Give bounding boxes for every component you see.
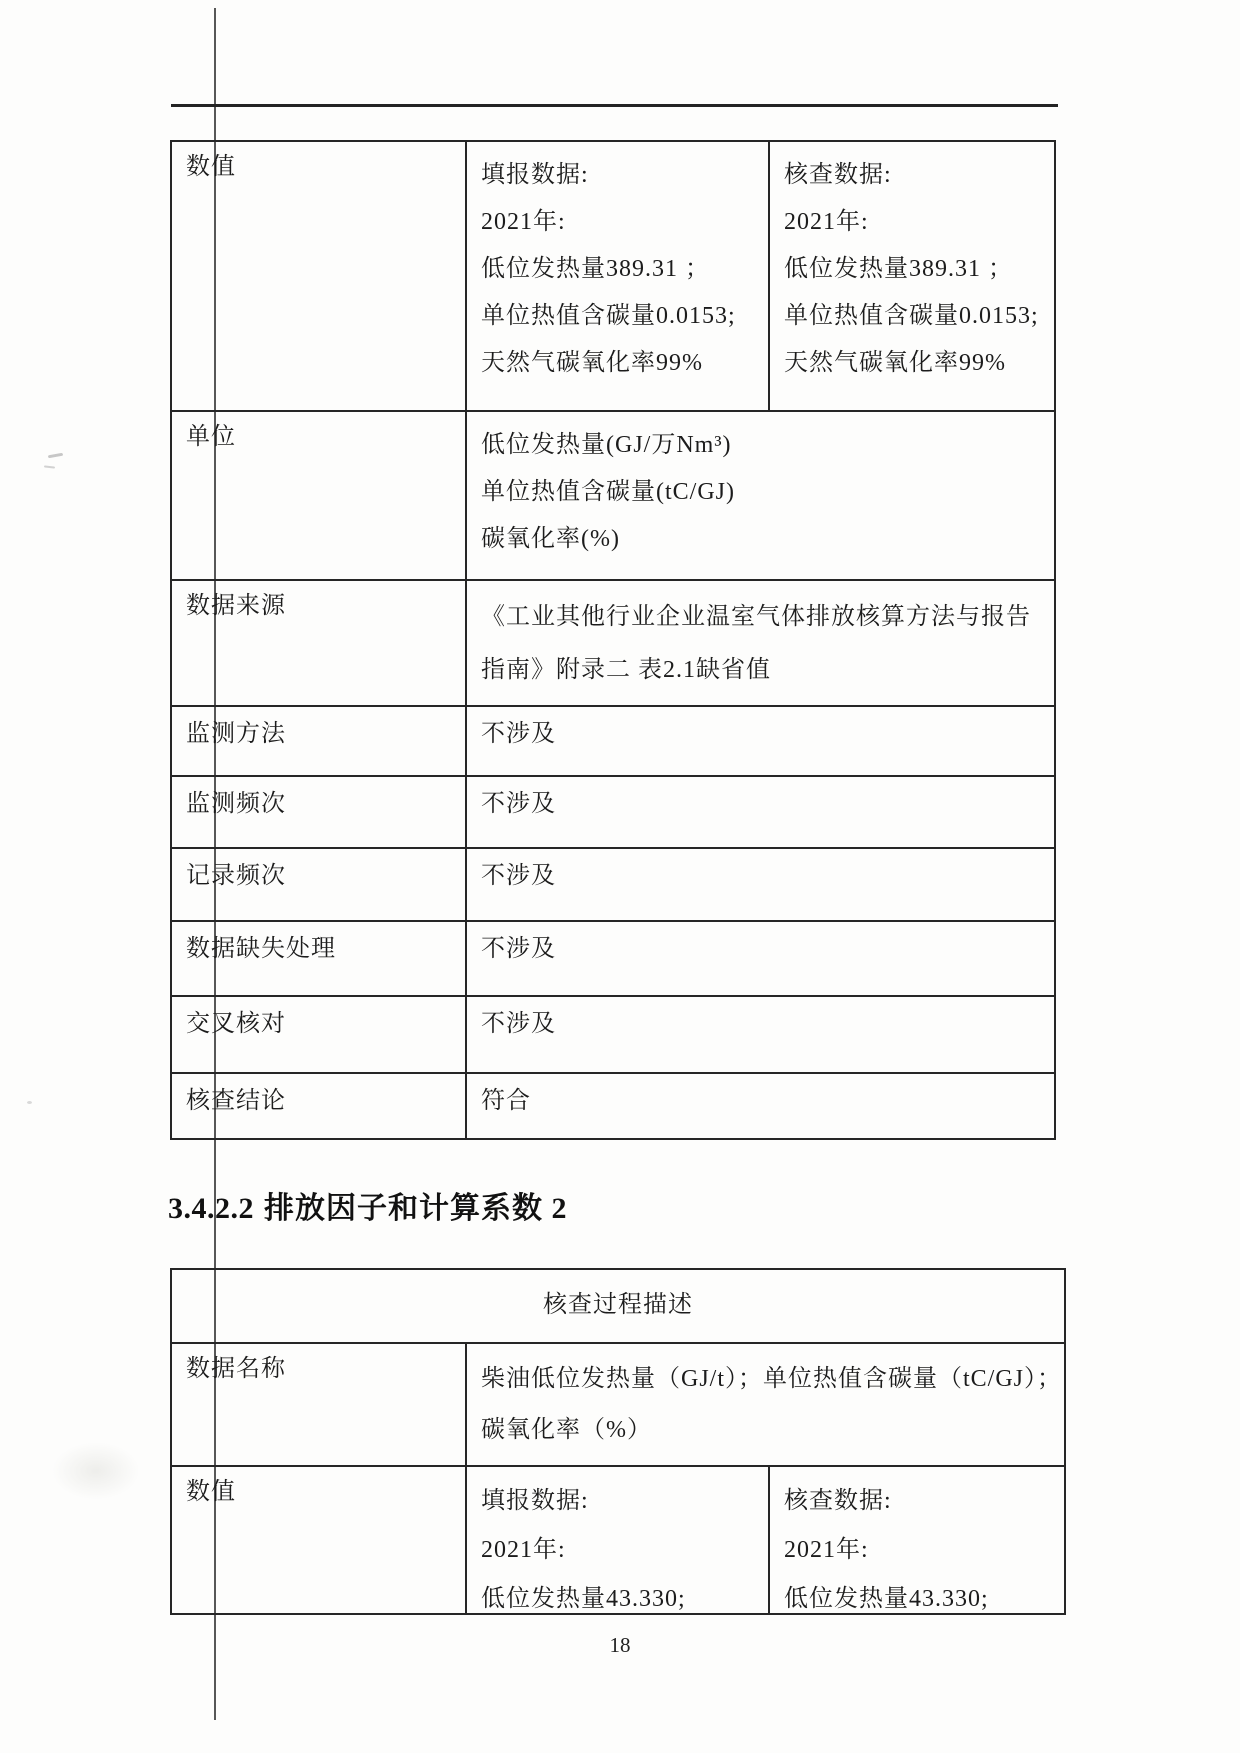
cell-line: 2021年:	[481, 209, 566, 235]
cell-line: 低位发热量389.31 ；	[784, 256, 1013, 282]
row-value-cell	[467, 581, 1054, 705]
cell-line: 不涉及	[481, 721, 556, 747]
cell-line: 单位热值含碳量0.0153;	[784, 303, 1039, 329]
row-value-cell	[467, 777, 1054, 847]
row-label: 数值	[186, 154, 236, 180]
row-label: 监测方法	[186, 721, 286, 747]
cell-line: 不涉及	[481, 936, 556, 962]
cell-line: 单位热值含碳量0.0153;	[481, 303, 736, 329]
row-label-cell	[172, 922, 467, 995]
cell-line: 填报数据:	[481, 1488, 589, 1514]
table-header-row	[172, 1270, 1064, 1342]
cell-line: 核查数据:	[784, 1488, 892, 1514]
cell-line: 天然气碳氧化率99%	[481, 350, 703, 376]
section-heading	[168, 1183, 568, 1227]
row-label-cell	[172, 707, 467, 775]
table-row-record-frequency	[172, 847, 1054, 920]
cell-line: 低位发热量43.330;	[784, 1586, 989, 1612]
cell-line: 单位热值含碳量(tC/GJ)	[481, 479, 735, 505]
verified-data-cell	[770, 142, 1054, 410]
row-label-cell	[172, 997, 467, 1072]
row-label: 监测频次	[186, 791, 286, 817]
cell-line: 不涉及	[481, 791, 556, 817]
scan-noise-mark	[27, 1101, 32, 1104]
row-label-cell	[172, 412, 467, 579]
table-row-value	[172, 1465, 1064, 1613]
row-label: 数据名称	[186, 1356, 286, 1382]
table-row-data-name	[172, 1342, 1064, 1465]
row-label: 记录频次	[186, 863, 286, 889]
table-row-monitoring-frequency	[172, 775, 1054, 847]
row-label: 单位	[186, 424, 236, 450]
page-number: 18	[609, 1633, 631, 1657]
row-value-cell	[467, 707, 1054, 775]
cell-line: 2021年:	[481, 1537, 566, 1563]
row-value-cell	[467, 412, 1054, 579]
table-row-value	[172, 142, 1054, 410]
reported-data-cell	[467, 1467, 770, 1613]
scan-noise-mark	[44, 465, 55, 468]
table-row-missing-data-handling	[172, 920, 1054, 995]
row-label: 数据来源	[186, 593, 286, 619]
cell-line: 低位发热量(GJ/万Nm³)	[481, 432, 732, 458]
reported-data-cell	[467, 142, 770, 410]
cell-line: 天然气碳氧化率99%	[784, 350, 1006, 376]
row-label-cell	[172, 1344, 467, 1465]
cell-line: 碳氧化率(%)	[481, 526, 620, 552]
cell-line: 碳氧化率（%）	[481, 1417, 652, 1443]
table-header-title: 核查过程描述	[543, 1292, 693, 1318]
cell-line: 柴油低位发热量（GJ/t）；单位热值含碳量（tC/GJ）；	[481, 1366, 1063, 1392]
verification-table-2	[170, 1268, 1066, 1615]
cell-line: 低位发热量43.330;	[481, 1586, 686, 1612]
table-header-cell	[172, 1270, 1064, 1342]
cell-line: 低位发热量389.31 ；	[481, 256, 710, 282]
row-label-cell	[172, 1074, 467, 1138]
cell-line: 不涉及	[481, 1011, 556, 1037]
verification-table-1	[170, 140, 1056, 1140]
scan-noise-mark	[48, 453, 63, 459]
row-label-cell	[172, 1467, 467, 1613]
table-row-monitoring-method	[172, 705, 1054, 775]
table-row-verification-conclusion	[172, 1072, 1054, 1138]
row-label-cell	[172, 777, 467, 847]
cell-line: 填报数据:	[481, 162, 589, 188]
row-label-cell	[172, 581, 467, 705]
row-label-cell	[172, 849, 467, 920]
section-number: 3.4.2.2	[168, 1192, 254, 1225]
table-row-unit	[172, 410, 1054, 579]
row-label: 核查结论	[186, 1088, 286, 1114]
cell-line: 2021年:	[784, 209, 869, 235]
row-value-cell	[467, 997, 1054, 1072]
table-row-data-source	[172, 579, 1054, 705]
row-value-cell	[467, 1074, 1054, 1138]
row-label: 交叉核对	[186, 1011, 286, 1037]
table-row-cross-check	[172, 995, 1054, 1072]
row-value-cell	[467, 849, 1054, 920]
row-label: 数据缺失处理	[186, 936, 336, 962]
header-rule	[171, 104, 1058, 107]
verified-data-cell	[770, 1467, 1064, 1613]
cell-line: 核查数据:	[784, 162, 892, 188]
cell-line: 2021年:	[784, 1537, 869, 1563]
row-label-cell	[172, 142, 467, 410]
cell-line: 不涉及	[481, 863, 556, 889]
cell-line: 符合	[481, 1088, 531, 1114]
row-value-cell	[467, 1344, 1064, 1465]
cell-line: 《工业其他行业企业温室气体排放核算方法与报告	[481, 604, 1031, 630]
row-value-cell	[467, 922, 1054, 995]
scan-smudge	[52, 1442, 140, 1500]
section-title: 排放因子和计算系数 2	[264, 1192, 568, 1225]
cell-line: 指南》附录二 表2.1缺省值	[481, 657, 771, 683]
row-label: 数值	[186, 1479, 236, 1505]
